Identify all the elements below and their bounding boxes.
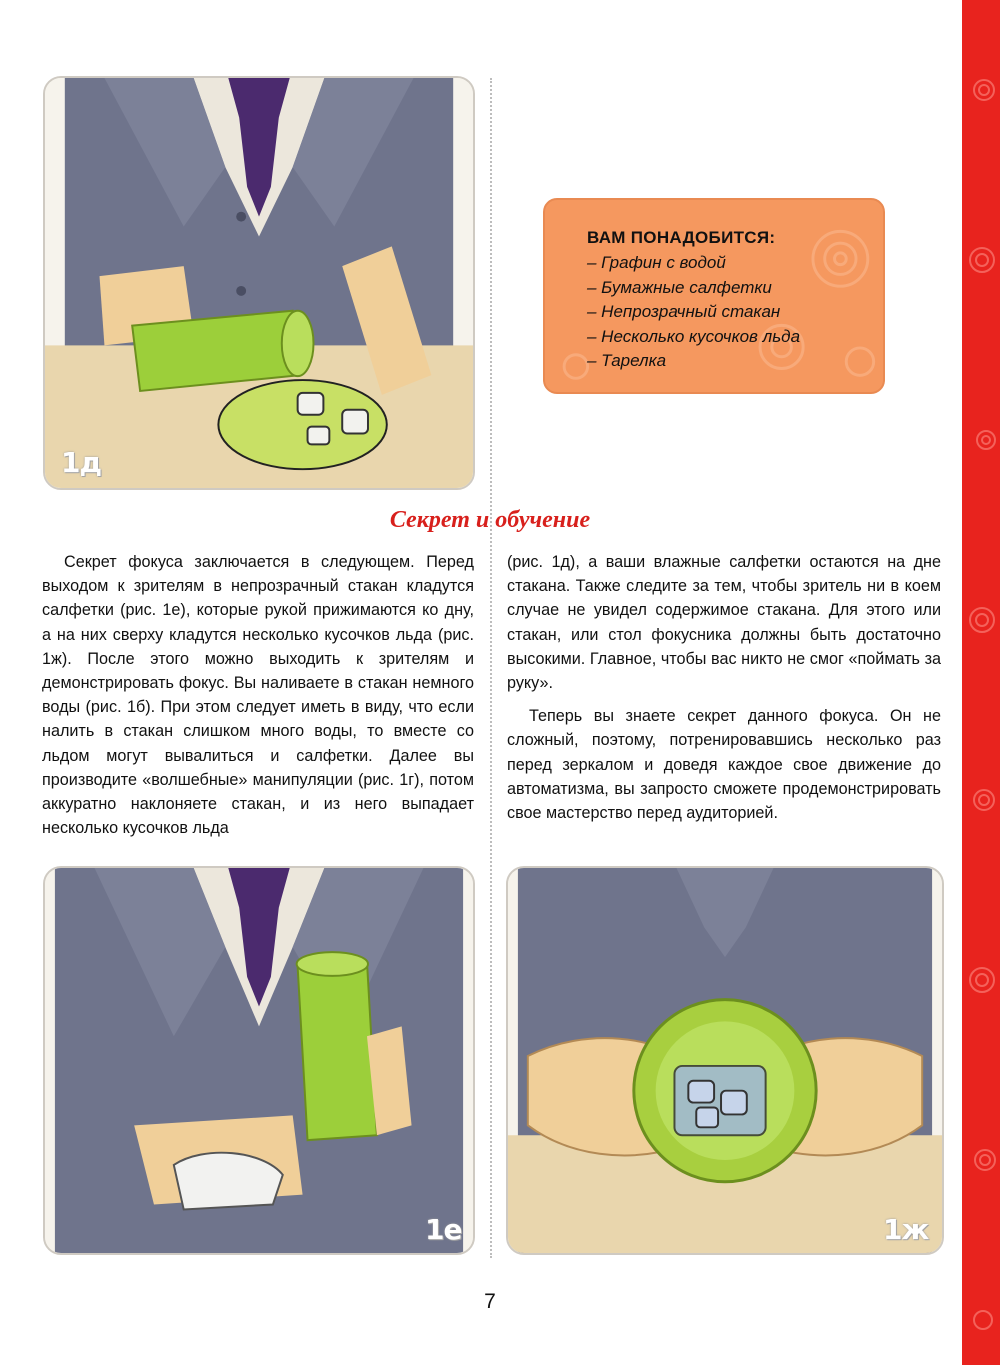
column-divider — [490, 78, 492, 1258]
paragraph: Секрет фокуса заключается в следующем. Перед выходом к зрителям в непрозрачный стакан кладутся салфетки (рис. 1е), которые рукой прижимаются ко дну, а на них сверху кладутся несколько кусочков льда (рис. 1ж). После этого можно выходить к зрителям и демонстрировать фокус. Вы наливаете в стакан немного воды (рис. 1б). При этом следует иметь в виду, что если налить в стакан слишком много воды, то вместе со льдом могут вывалиться и салфетки. Далее вы производите «волшебные» манипуляции (рис. 1г), потом аккуратно наклоняете стакан, и из него выпадает несколько кусочков льда — [42, 553, 474, 838]
required-items-box — [543, 198, 885, 394]
list-item: – Несколько кусочков льда — [587, 326, 801, 346]
list-item: – Графин с водой — [587, 253, 726, 272]
required-items-title: ВАМ ПОНАДОБИТСЯ: — [587, 228, 776, 247]
list-item: – Непрозрачный стакан — [587, 302, 781, 321]
figure-label: 1ж — [883, 1213, 929, 1246]
text-column-right — [507, 550, 941, 825]
section-title: Секрет и обучение — [389, 507, 591, 533]
list-item: – Бумажные салфетки — [587, 277, 772, 297]
text-column-left — [42, 550, 474, 840]
paragraph: (рис. 1д), а ваши влажные салфетки остаются на дне стакана. Также следите за тем, чтобы зритель ни в коем случае не увидел содержимое стакана. Для этого или стакан, или стол фокусника должны быть достаточно высокими. Главное, чтобы вас никто не смог «поймать за руку». — [507, 553, 941, 693]
figure-label: 1е — [425, 1213, 462, 1246]
figure-label: 1д — [61, 446, 102, 479]
illustration-fig-1zh — [506, 866, 944, 1255]
required-items-list — [587, 251, 883, 374]
side-strip-swirls — [962, 0, 1000, 1365]
illustration-fig-1d — [43, 76, 475, 490]
paragraph: Теперь вы знаете секрет данного фокуса. Он не сложный, поэтому, потренировавшись несколько раз перед зеркалом и доведя каждое свое движение до автоматизма, вы запросто сможете продемонстрировать свое мастерство перед аудиторией. — [507, 707, 941, 823]
page-number: 7 — [484, 1290, 496, 1313]
list-item: – Тарелка — [587, 351, 667, 370]
illustration-fig-1e — [43, 866, 475, 1255]
